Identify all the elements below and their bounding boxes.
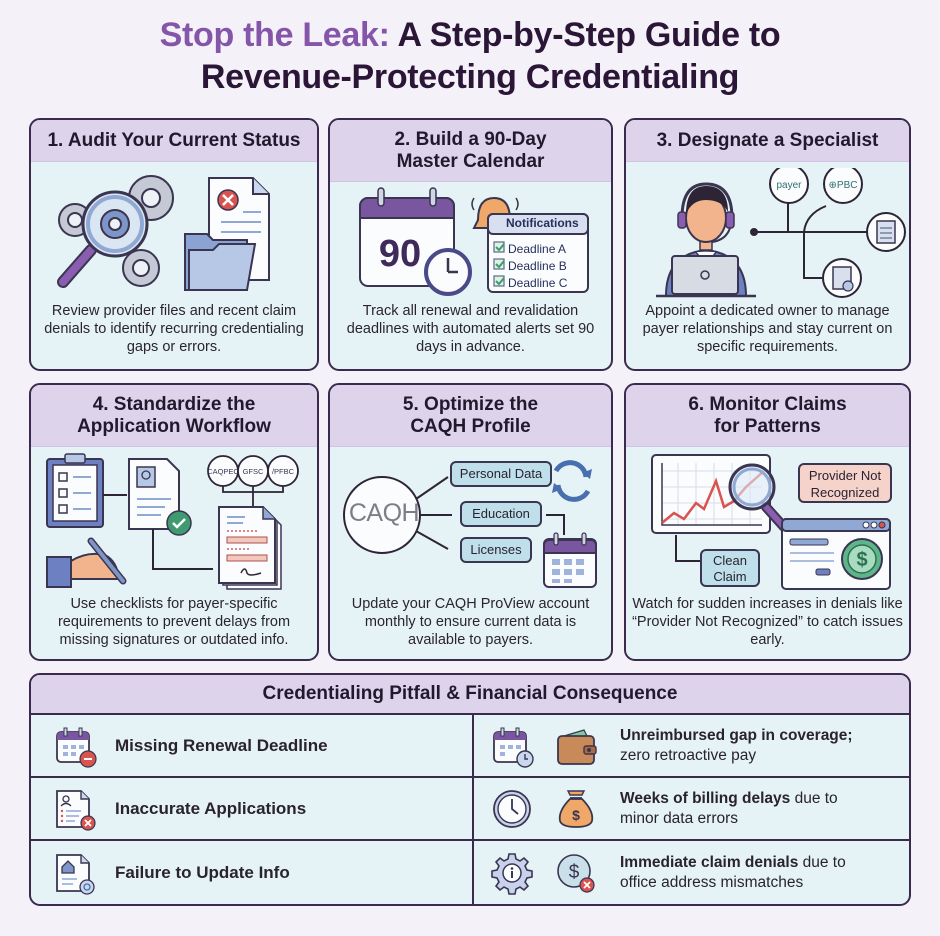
step-description: Track all renewal and revalidation deadlines with automated alerts set 90 days in advance.: [346, 303, 595, 355]
step-title: 6. Monitor Claims for Patterns: [626, 385, 909, 447]
consequence-cell: [474, 778, 909, 839]
pitfall-cell: [31, 715, 474, 776]
table-row: [31, 715, 909, 778]
step-card-workflow: [29, 383, 319, 661]
node-label: /PFBC: [271, 467, 295, 476]
table-row: [31, 841, 909, 904]
refresh-icon: [556, 463, 588, 500]
consequence-text: Weeks of billing delays due to minor data errors: [620, 789, 838, 827]
consequence-cell: [474, 841, 909, 904]
calendar-minus-icon: [53, 724, 97, 768]
calendar-clock-icon: [490, 724, 534, 768]
document-icon: [877, 221, 895, 243]
step-description: Update your CAQH ProView account monthly to ensure current data is available to payers.: [351, 596, 590, 648]
consequence-text: Unreimbursed gap in coverage; zero retroactive pay: [620, 726, 853, 764]
pitfall-cell: [31, 841, 474, 904]
step-description: Appoint a dedicated owner to manage payer relationships and stay current on specific requirements.: [642, 303, 893, 355]
dollar-coin-icon: [842, 539, 882, 579]
calendar-icon: [544, 533, 596, 587]
step-description: Watch for sudden increases in denials like “Provider Not Recognized” to catch issues early.: [632, 596, 903, 648]
step-card-audit: [29, 118, 319, 371]
svg-text:$: $: [572, 806, 580, 823]
step-title: 4. Standardize the Application Workflow: [31, 385, 317, 447]
folder-icon: [185, 234, 255, 290]
pitfall-consequence-table: [29, 673, 911, 906]
step-illustration: [626, 451, 909, 591]
hand-pen-icon: [47, 541, 123, 587]
clock-icon: [426, 250, 470, 294]
caqh-branch-education: Education: [460, 501, 542, 527]
step-illustration: [31, 168, 317, 296]
step-card-specialist: [624, 118, 911, 371]
node-pbc: ⊕PBC: [828, 180, 858, 191]
node-label: GFSC: [242, 467, 264, 476]
callout-clean-claim: Clean Claim: [700, 549, 760, 587]
document-seal-icon: [833, 267, 853, 291]
notification-item: Deadline A: [508, 242, 567, 256]
pitfall-cell: [31, 778, 474, 839]
step-description: Use checklists for payer-specific requirements to prevent delays from missing signatures or outdated info.: [57, 596, 291, 648]
table-row: [31, 778, 909, 841]
step-title: 3. Designate a Specialist: [626, 120, 909, 162]
svg-text:$: $: [856, 549, 868, 571]
step-illustration: [626, 168, 909, 300]
money-bag-icon: [554, 787, 598, 831]
dollar-denied-icon: [554, 851, 598, 895]
consequence-text: Immediate claim denials due to office address mismatches: [620, 853, 846, 891]
pitfall-label: Inaccurate Applications: [115, 798, 307, 818]
wallet-icon: [554, 724, 598, 768]
step-card-calendar: [328, 118, 613, 371]
step-card-monitor: [624, 383, 911, 661]
step-illustration: [330, 184, 611, 302]
pitfall-label: Failure to Update Info: [115, 862, 290, 882]
address-document-refresh-icon: [53, 851, 97, 895]
application-form-icon: [219, 507, 281, 589]
caqh-hub-label: CAQH: [348, 499, 420, 527]
step-illustration: [330, 451, 611, 591]
caqh-branch-personal-data: Personal Data: [450, 461, 552, 487]
step-title: 1. Audit Your Current Status: [31, 120, 317, 162]
node-payer: payer: [776, 180, 802, 191]
clock-icon: [490, 787, 534, 831]
gear-info-icon: [490, 851, 534, 895]
notification-item: Deadline B: [508, 259, 567, 273]
caqh-branch-licenses: Licenses: [460, 537, 532, 563]
step-title: 2. Build a 90-Day Master Calendar: [330, 120, 611, 182]
check-circle-icon: [167, 511, 191, 535]
magnifier-gears-icon: [31, 168, 317, 296]
node-label: CAQPEC: [207, 467, 239, 476]
table-title: Credentialing Pitfall & Financial Consequence: [31, 675, 909, 715]
consequence-cell: [474, 715, 909, 776]
application-error-icon: [53, 787, 97, 831]
notification-item: Deadline C: [508, 276, 568, 290]
svg-text:$: $: [568, 861, 580, 883]
title-line-1: Stop the Leak: A Step-by-Step Guide to: [159, 16, 781, 54]
title-line-2: Revenue-Protecting Credentialing: [200, 58, 740, 96]
step-card-caqh: [328, 383, 613, 661]
notifications-list: [508, 241, 567, 292]
notifications-header: Notifications: [506, 216, 579, 230]
callout-provider-not-recognized: Provider Not Recognized: [798, 463, 892, 503]
clipboard-checklist-icon: [47, 454, 103, 527]
step-title: 5. Optimize the CAQH Profile: [330, 385, 611, 447]
step-illustration: [31, 451, 317, 591]
pitfall-label: Missing Renewal Deadline: [115, 735, 328, 755]
page-title: [0, 14, 940, 98]
calendar-number: 90: [378, 233, 422, 275]
step-description: Review provider files and recent claim denials to identify recurring credentialing gaps or errors.: [44, 303, 304, 355]
title-accent: Stop the Leak:: [159, 16, 390, 54]
